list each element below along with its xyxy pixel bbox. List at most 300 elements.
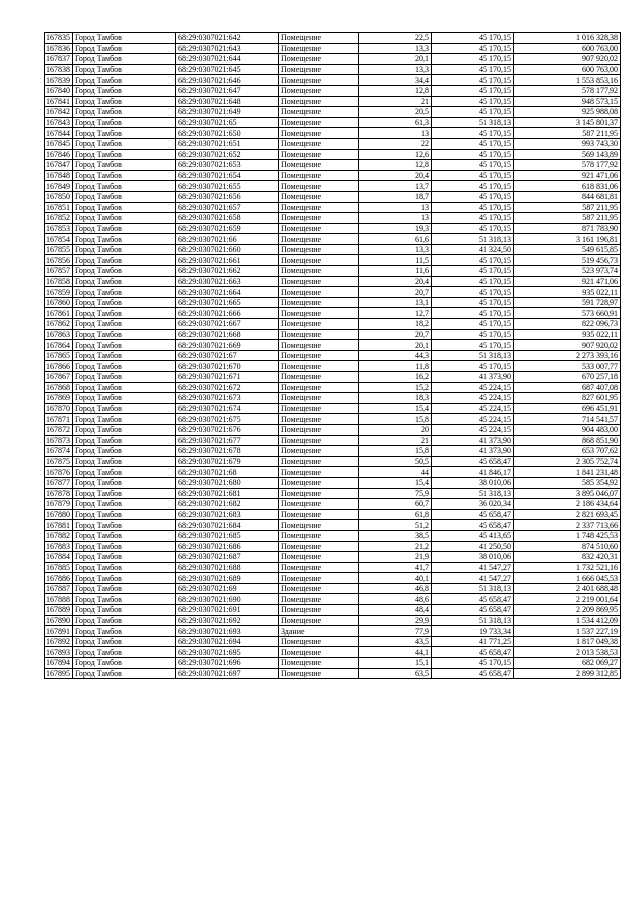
area-cell: 44,3 [359, 350, 432, 361]
cadastral-number-cell: 68:29:0307021:675 [176, 414, 279, 425]
area-cell: 20,1 [359, 54, 432, 65]
table-row [45, 530, 621, 541]
cadastral-number-cell: 68:29:0307021:69 [176, 583, 279, 594]
cadastral-number-cell: 68:29:0307021:691 [176, 605, 279, 616]
cadastral-value-cell: 585 354,92 [514, 477, 621, 488]
object-type-cell: Помещение [279, 446, 359, 457]
municipality-cell: Город Тамбов [73, 128, 176, 139]
table-row [45, 403, 621, 414]
cadastral-value-cell: 1 016 328,38 [514, 33, 621, 44]
municipality-cell: Город Тамбов [73, 223, 176, 234]
cadastral-number-cell: 68:29:0307021:668 [176, 329, 279, 340]
specific-value-cell: 45 224,15 [432, 382, 514, 393]
row-number-cell: 167890 [45, 615, 73, 626]
row-number-cell: 167846 [45, 149, 73, 160]
object-type-cell: Помещение [279, 213, 359, 224]
table-row [45, 477, 621, 488]
cadastral-number-cell: 68:29:0307021:694 [176, 636, 279, 647]
cadastral-number-cell: 68:29:0307021:692 [176, 615, 279, 626]
object-type-cell: Помещение [279, 573, 359, 584]
table-row [45, 615, 621, 626]
cadastral-value-cell: 533 007,77 [514, 361, 621, 372]
area-cell: 34,4 [359, 75, 432, 86]
area-cell: 50,5 [359, 456, 432, 467]
municipality-cell: Город Тамбов [73, 33, 176, 44]
municipality-cell: Город Тамбов [73, 96, 176, 107]
area-cell: 43,5 [359, 636, 432, 647]
specific-value-cell: 51 318,13 [432, 117, 514, 128]
cadastral-value-cell: 687 407,08 [514, 382, 621, 393]
cadastral-value-cell: 844 681,81 [514, 191, 621, 202]
object-type-cell: Помещение [279, 488, 359, 499]
municipality-cell: Город Тамбов [73, 287, 176, 298]
cadastral-value-cell: 2 821 693,45 [514, 509, 621, 520]
municipality-cell: Город Тамбов [73, 414, 176, 425]
specific-value-cell: 38 010,06 [432, 552, 514, 563]
object-type-cell: Помещение [279, 509, 359, 520]
area-cell: 48,4 [359, 605, 432, 616]
cadastral-number-cell: 68:29:0307021:659 [176, 223, 279, 234]
specific-value-cell: 41 373,90 [432, 446, 514, 457]
specific-value-cell: 41 846,17 [432, 467, 514, 478]
row-number-cell: 167850 [45, 191, 73, 202]
table-row [45, 85, 621, 96]
area-cell: 12,8 [359, 160, 432, 171]
row-number-cell: 167839 [45, 75, 73, 86]
table-row [45, 319, 621, 330]
cadastral-value-cell: 578 177,92 [514, 85, 621, 96]
row-number-cell: 167855 [45, 244, 73, 255]
specific-value-cell: 45 170,15 [432, 128, 514, 139]
table-row [45, 297, 621, 308]
area-cell: 20,4 [359, 276, 432, 287]
area-cell: 20,5 [359, 107, 432, 118]
row-number-cell: 167878 [45, 488, 73, 499]
municipality-cell: Город Тамбов [73, 54, 176, 65]
row-number-cell: 167857 [45, 266, 73, 277]
table-row [45, 382, 621, 393]
municipality-cell: Город Тамбов [73, 117, 176, 128]
municipality-cell: Город Тамбов [73, 319, 176, 330]
table-row [45, 647, 621, 658]
table-row [45, 43, 621, 54]
table-row [45, 372, 621, 383]
municipality-cell: Город Тамбов [73, 234, 176, 245]
cadastral-number-cell: 68:29:0307021:66 [176, 234, 279, 245]
object-type-cell: Помещение [279, 75, 359, 86]
table-row [45, 138, 621, 149]
cadastral-number-cell: 68:29:0307021:690 [176, 594, 279, 605]
object-type-cell: Помещение [279, 202, 359, 213]
area-cell: 38,5 [359, 530, 432, 541]
specific-value-cell: 45 170,15 [432, 658, 514, 669]
specific-value-cell: 41 547,27 [432, 573, 514, 584]
object-type-cell: Помещение [279, 499, 359, 510]
table-row [45, 509, 621, 520]
object-type-cell: Помещение [279, 520, 359, 531]
row-number-cell: 167852 [45, 213, 73, 224]
table-row [45, 287, 621, 298]
area-cell: 13,3 [359, 244, 432, 255]
cadastral-value-cell: 874 510,60 [514, 541, 621, 552]
table-row [45, 266, 621, 277]
cadastral-value-cell: 832 420,31 [514, 552, 621, 563]
municipality-cell: Город Тамбов [73, 75, 176, 86]
municipality-cell: Город Тамбов [73, 541, 176, 552]
municipality-cell: Город Тамбов [73, 350, 176, 361]
area-cell: 61,3 [359, 117, 432, 128]
area-cell: 18,2 [359, 319, 432, 330]
specific-value-cell: 45 170,15 [432, 361, 514, 372]
cadastral-value-cell: 2 013 538,53 [514, 647, 621, 658]
cadastral-number-cell: 68:29:0307021:686 [176, 541, 279, 552]
specific-value-cell: 45 170,15 [432, 319, 514, 330]
cadastral-value-cell: 682 069,27 [514, 658, 621, 669]
cadastral-value-cell: 1 732 521,16 [514, 562, 621, 573]
table-row [45, 520, 621, 531]
area-cell: 13 [359, 128, 432, 139]
cadastral-number-cell: 68:29:0307021:682 [176, 499, 279, 510]
area-cell: 51,2 [359, 520, 432, 531]
specific-value-cell: 45 658,47 [432, 605, 514, 616]
specific-value-cell: 45 170,15 [432, 107, 514, 118]
table-row [45, 170, 621, 181]
row-number-cell: 167836 [45, 43, 73, 54]
cadastral-number-cell: 68:29:0307021:667 [176, 319, 279, 330]
area-cell: 15,8 [359, 446, 432, 457]
table-row [45, 276, 621, 287]
object-type-cell: Помещение [279, 181, 359, 192]
object-type-cell: Помещение [279, 43, 359, 54]
area-cell: 18,3 [359, 393, 432, 404]
cadastral-number-cell: 68:29:0307021:651 [176, 138, 279, 149]
table-row [45, 435, 621, 446]
cadastral-value-cell: 3 161 196,81 [514, 234, 621, 245]
municipality-cell: Город Тамбов [73, 276, 176, 287]
specific-value-cell: 45 170,15 [432, 33, 514, 44]
cadastral-number-cell: 68:29:0307021:654 [176, 170, 279, 181]
row-number-cell: 167841 [45, 96, 73, 107]
cadastral-value-cell: 2 209 869,95 [514, 605, 621, 616]
cadastral-value-cell: 670 257,18 [514, 372, 621, 383]
row-number-cell: 167862 [45, 319, 73, 330]
specific-value-cell: 45 170,15 [432, 149, 514, 160]
object-type-cell: Помещение [279, 594, 359, 605]
specific-value-cell: 45 224,15 [432, 403, 514, 414]
row-number-cell: 167865 [45, 350, 73, 361]
cadastral-value-cell: 523 973,74 [514, 266, 621, 277]
specific-value-cell: 41 547,27 [432, 562, 514, 573]
row-number-cell: 167866 [45, 361, 73, 372]
cadastral-value-cell: 2 186 434,64 [514, 499, 621, 510]
municipality-cell: Город Тамбов [73, 573, 176, 584]
object-type-cell: Помещение [279, 329, 359, 340]
cadastral-number-cell: 68:29:0307021:68 [176, 467, 279, 478]
row-number-cell: 167854 [45, 234, 73, 245]
area-cell: 22,5 [359, 33, 432, 44]
object-type-cell: Помещение [279, 636, 359, 647]
table-row [45, 107, 621, 118]
cadastral-number-cell: 68:29:0307021:671 [176, 372, 279, 383]
cadastral-value-cell: 2 401 688,48 [514, 583, 621, 594]
row-number-cell: 167868 [45, 382, 73, 393]
row-number-cell: 167869 [45, 393, 73, 404]
specific-value-cell: 45 224,15 [432, 414, 514, 425]
object-type-cell: Помещение [279, 276, 359, 287]
specific-value-cell: 45 170,15 [432, 213, 514, 224]
row-number-cell: 167881 [45, 520, 73, 531]
specific-value-cell: 45 658,47 [432, 594, 514, 605]
object-type-cell: Помещение [279, 287, 359, 298]
row-number-cell: 167889 [45, 605, 73, 616]
row-number-cell: 167895 [45, 668, 73, 679]
cadastral-number-cell: 68:29:0307021:664 [176, 287, 279, 298]
municipality-cell: Город Тамбов [73, 594, 176, 605]
row-number-cell: 167842 [45, 107, 73, 118]
cadastral-number-cell: 68:29:0307021:681 [176, 488, 279, 499]
area-cell: 15,4 [359, 403, 432, 414]
cadastral-number-cell: 68:29:0307021:687 [176, 552, 279, 563]
table-row [45, 605, 621, 616]
table-row [45, 117, 621, 128]
object-type-cell: Помещение [279, 149, 359, 160]
row-number-cell: 167843 [45, 117, 73, 128]
row-number-cell: 167872 [45, 424, 73, 435]
cadastral-number-cell: 68:29:0307021:697 [176, 668, 279, 679]
specific-value-cell: 41 250,50 [432, 541, 514, 552]
municipality-cell: Город Тамбов [73, 615, 176, 626]
cadastral-value-table [44, 32, 621, 679]
cadastral-value-cell: 3 145 801,37 [514, 117, 621, 128]
specific-value-cell: 45 413,65 [432, 530, 514, 541]
object-type-cell: Помещение [279, 424, 359, 435]
object-type-cell: Помещение [279, 255, 359, 266]
object-type-cell: Помещение [279, 117, 359, 128]
object-type-cell: Помещение [279, 477, 359, 488]
object-type-cell: Помещение [279, 562, 359, 573]
cadastral-value-cell: 925 988,08 [514, 107, 621, 118]
specific-value-cell: 45 170,15 [432, 160, 514, 171]
table-row [45, 33, 621, 44]
row-number-cell: 167867 [45, 372, 73, 383]
row-number-cell: 167882 [45, 530, 73, 541]
cadastral-number-cell: 68:29:0307021:666 [176, 308, 279, 319]
area-cell: 11,6 [359, 266, 432, 277]
cadastral-number-cell: 68:29:0307021:677 [176, 435, 279, 446]
cadastral-value-cell: 696 451,91 [514, 403, 621, 414]
specific-value-cell: 51 318,13 [432, 615, 514, 626]
area-cell: 20,1 [359, 340, 432, 351]
row-number-cell: 167894 [45, 658, 73, 669]
table-row [45, 488, 621, 499]
table-row [45, 160, 621, 171]
object-type-cell: Помещение [279, 191, 359, 202]
cadastral-value-cell: 1 666 045,53 [514, 573, 621, 584]
specific-value-cell: 45 170,15 [432, 202, 514, 213]
cadastral-number-cell: 68:29:0307021:678 [176, 446, 279, 457]
object-type-cell: Помещение [279, 64, 359, 75]
cadastral-number-cell: 68:29:0307021:648 [176, 96, 279, 107]
object-type-cell: Помещение [279, 403, 359, 414]
cadastral-number-cell: 68:29:0307021:647 [176, 85, 279, 96]
table-row [45, 393, 621, 404]
cadastral-number-cell: 68:29:0307021:646 [176, 75, 279, 86]
cadastral-number-cell: 68:29:0307021:660 [176, 244, 279, 255]
object-type-cell: Помещение [279, 96, 359, 107]
table-row [45, 446, 621, 457]
row-number-cell: 167861 [45, 308, 73, 319]
municipality-cell: Город Тамбов [73, 467, 176, 478]
specific-value-cell: 45 170,15 [432, 64, 514, 75]
object-type-cell: Помещение [279, 319, 359, 330]
municipality-cell: Город Тамбов [73, 509, 176, 520]
area-cell: 15,1 [359, 658, 432, 669]
specific-value-cell: 45 170,15 [432, 170, 514, 181]
area-cell: 20 [359, 424, 432, 435]
cadastral-value-cell: 578 177,92 [514, 160, 621, 171]
object-type-cell: Помещение [279, 414, 359, 425]
cadastral-number-cell: 68:29:0307021:65 [176, 117, 279, 128]
area-cell: 21 [359, 435, 432, 446]
cadastral-number-cell: 68:29:0307021:652 [176, 149, 279, 160]
municipality-cell: Город Тамбов [73, 138, 176, 149]
municipality-cell: Город Тамбов [73, 160, 176, 171]
specific-value-cell: 45 658,47 [432, 520, 514, 531]
table-row [45, 594, 621, 605]
municipality-cell: Город Тамбов [73, 562, 176, 573]
cadastral-number-cell: 68:29:0307021:673 [176, 393, 279, 404]
cadastral-number-cell: 68:29:0307021:662 [176, 266, 279, 277]
object-type-cell: Помещение [279, 223, 359, 234]
object-type-cell: Помещение [279, 605, 359, 616]
municipality-cell: Город Тамбов [73, 297, 176, 308]
cadastral-value-cell: 587 211,95 [514, 202, 621, 213]
cadastral-value-cell: 827 601,95 [514, 393, 621, 404]
object-type-cell: Помещение [279, 297, 359, 308]
object-type-cell: Помещение [279, 456, 359, 467]
specific-value-cell: 45 170,15 [432, 329, 514, 340]
specific-value-cell: 36 020,34 [432, 499, 514, 510]
table-row [45, 414, 621, 425]
cadastral-number-cell: 68:29:0307021:695 [176, 647, 279, 658]
table-row [45, 308, 621, 319]
row-number-cell: 167871 [45, 414, 73, 425]
row-number-cell: 167880 [45, 509, 73, 520]
row-number-cell: 167849 [45, 181, 73, 192]
specific-value-cell: 45 170,15 [432, 54, 514, 65]
row-number-cell: 167893 [45, 647, 73, 658]
table-row [45, 128, 621, 139]
cadastral-number-cell: 68:29:0307021:661 [176, 255, 279, 266]
table-row [45, 255, 621, 266]
row-number-cell: 167844 [45, 128, 73, 139]
municipality-cell: Город Тамбов [73, 266, 176, 277]
cadastral-number-cell: 68:29:0307021:663 [176, 276, 279, 287]
area-cell: 41,7 [359, 562, 432, 573]
row-number-cell: 167876 [45, 467, 73, 478]
cadastral-value-cell: 822 096,73 [514, 319, 621, 330]
table-row [45, 361, 621, 372]
table-row [45, 96, 621, 107]
row-number-cell: 167873 [45, 435, 73, 446]
object-type-cell: Помещение [279, 361, 359, 372]
object-type-cell: Помещение [279, 350, 359, 361]
table-row [45, 636, 621, 647]
municipality-cell: Город Тамбов [73, 255, 176, 266]
municipality-cell: Город Тамбов [73, 499, 176, 510]
area-cell: 20,7 [359, 329, 432, 340]
row-number-cell: 167848 [45, 170, 73, 181]
table-row [45, 213, 621, 224]
cadastral-value-cell: 591 728,97 [514, 297, 621, 308]
area-cell: 60,7 [359, 499, 432, 510]
cadastral-value-cell: 921 471,06 [514, 170, 621, 181]
table-row [45, 668, 621, 679]
table-row [45, 75, 621, 86]
row-number-cell: 167853 [45, 223, 73, 234]
cadastral-number-cell: 68:29:0307021:650 [176, 128, 279, 139]
area-cell: 16,2 [359, 372, 432, 383]
area-cell: 11,8 [359, 361, 432, 372]
object-type-cell: Помещение [279, 647, 359, 658]
specific-value-cell: 19 733,34 [432, 626, 514, 637]
row-number-cell: 167837 [45, 54, 73, 65]
object-type-cell: Помещение [279, 552, 359, 563]
row-number-cell: 167888 [45, 594, 73, 605]
cadastral-number-cell: 68:29:0307021:643 [176, 43, 279, 54]
object-type-cell: Помещение [279, 435, 359, 446]
specific-value-cell: 45 170,15 [432, 43, 514, 54]
row-number-cell: 167892 [45, 636, 73, 647]
municipality-cell: Город Тамбов [73, 43, 176, 54]
municipality-cell: Город Тамбов [73, 552, 176, 563]
object-type-cell: Помещение [279, 128, 359, 139]
area-cell: 61,6 [359, 234, 432, 245]
area-cell: 21,9 [359, 552, 432, 563]
cadastral-value-cell: 2 219 001,64 [514, 594, 621, 605]
specific-value-cell: 45 170,15 [432, 191, 514, 202]
cadastral-value-cell: 573 660,91 [514, 308, 621, 319]
cadastral-number-cell: 68:29:0307021:676 [176, 424, 279, 435]
municipality-cell: Город Тамбов [73, 424, 176, 435]
area-cell: 13 [359, 202, 432, 213]
specific-value-cell: 45 170,15 [432, 255, 514, 266]
object-type-cell: Помещение [279, 393, 359, 404]
area-cell: 20,7 [359, 287, 432, 298]
row-number-cell: 167879 [45, 499, 73, 510]
cadastral-number-cell: 68:29:0307021:657 [176, 202, 279, 213]
cadastral-number-cell: 68:29:0307021:693 [176, 626, 279, 637]
specific-value-cell: 45 170,15 [432, 138, 514, 149]
cadastral-number-cell: 68:29:0307021:683 [176, 509, 279, 520]
area-cell: 29,9 [359, 615, 432, 626]
area-cell: 12,6 [359, 149, 432, 160]
specific-value-cell: 45 224,15 [432, 424, 514, 435]
cadastral-value-cell: 948 573,15 [514, 96, 621, 107]
cadastral-value-cell: 1 841 231,48 [514, 467, 621, 478]
cadastral-value-cell: 2 305 752,74 [514, 456, 621, 467]
object-type-cell: Помещение [279, 54, 359, 65]
municipality-cell: Город Тамбов [73, 213, 176, 224]
area-cell: 21 [359, 96, 432, 107]
municipality-cell: Город Тамбов [73, 64, 176, 75]
cadastral-value-cell: 519 456,73 [514, 255, 621, 266]
municipality-cell: Город Тамбов [73, 647, 176, 658]
municipality-cell: Город Тамбов [73, 477, 176, 488]
area-cell: 15,8 [359, 414, 432, 425]
municipality-cell: Город Тамбов [73, 605, 176, 616]
cadastral-number-cell: 68:29:0307021:645 [176, 64, 279, 75]
